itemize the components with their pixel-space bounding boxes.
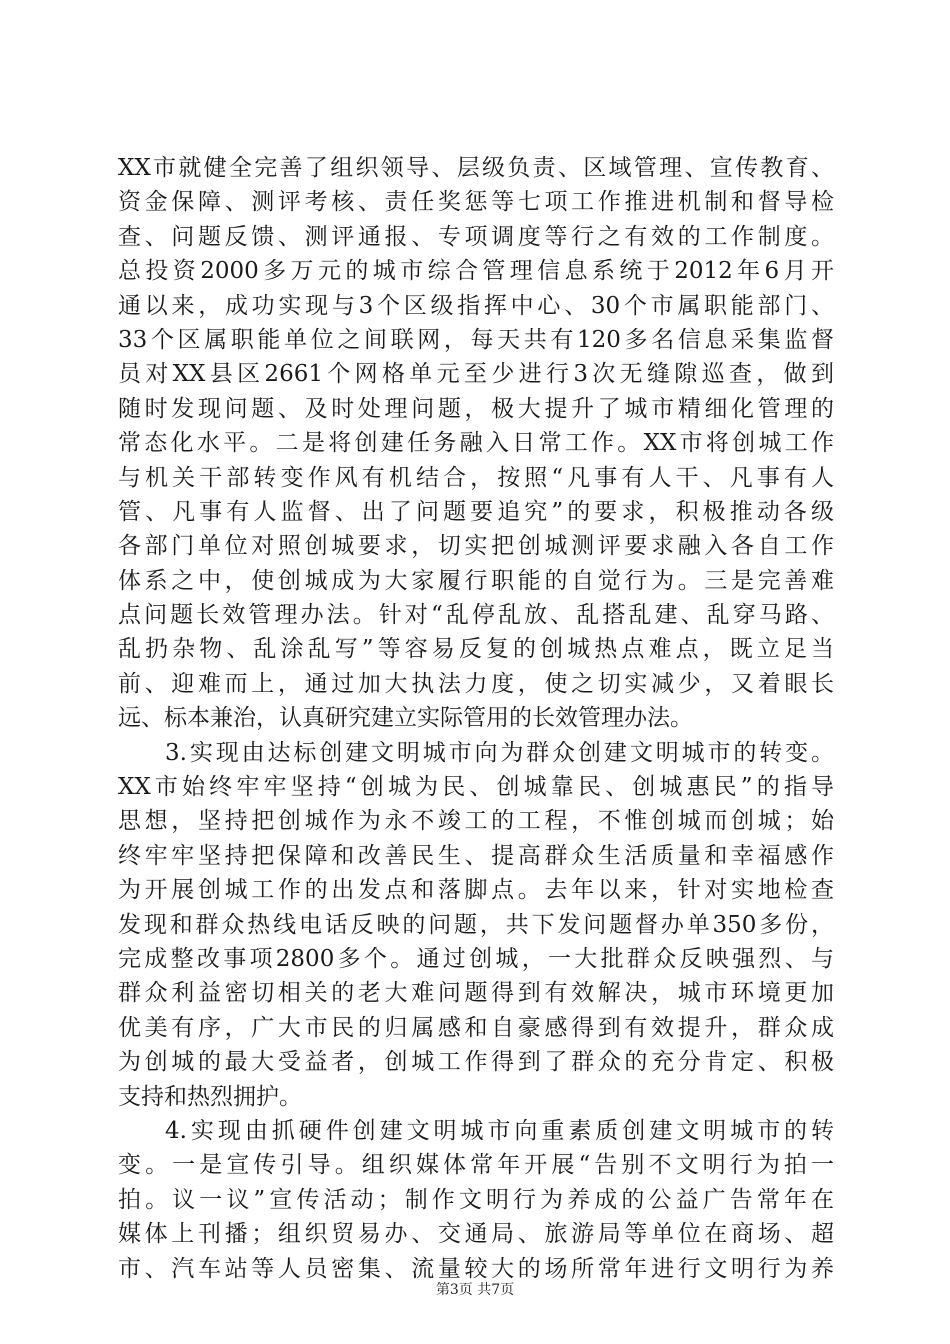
text-line: 媒体上刊播；组织贸易办、交通局、旅游局等单位在商场、超 [118, 1221, 834, 1248]
text-line: 发现和群众热线电话反映的问题，共下发问题督办单350多份， [118, 911, 834, 938]
text-line: 体系之中，使创城成为大家履行职能的自觉行为。三是完善难 [118, 567, 834, 594]
text-line: 随时发现问题、及时处理问题，极大提升了城市精细化管理的 [118, 395, 834, 422]
paragraph-heading-line: 3.实现由达标创建文明城市向为群众创建文明城市的转变。 [165, 739, 834, 766]
text-line: 各部门单位对照创城要求，切实把创城测评要求融入各自工作 [118, 533, 834, 560]
text-line: 通以来，成功实现与3个区级指挥中心、30个市属职能部门、 [118, 292, 834, 319]
page-number-footer: 第3页 共7页 [435, 1282, 515, 1298]
text-line: 远、标本兼治，认真研究建立实际管用的长效管理办法。 [118, 705, 693, 732]
text-line: 支持和热烈拥护。 [118, 1083, 302, 1110]
text-line: 市、汽车站等人员密集、流量较大的场所常年进行文明行为养 [118, 1255, 834, 1282]
document-body [118, 151, 834, 1286]
paragraph-heading-line: 4.实现由抓硬件创建文明城市向重素质创建文明城市的转 [165, 1117, 834, 1144]
text-line: 完成整改事项2800多个。通过创城，一大批群众反映强烈、与 [118, 945, 834, 972]
text-line: 乱扔杂物、乱涂乱写”等容易反复的创城热点难点，既立足当 [118, 636, 834, 663]
text-line: 思想，坚持把创城作为永不竣工的工程，不惟创城而创城；始 [118, 808, 834, 835]
text-line: XX市就健全完善了组织领导、层级负责、区域管理、宣传教育、 [118, 155, 834, 181]
text-line: 前、迎难而上，通过加大执法力度，使之切实减少，又着眼长 [118, 670, 834, 697]
text-line: 员对XX县区2661个网格单元至少进行3次无缝隙巡查，做到 [118, 361, 834, 388]
text-line: 资金保障、测评考核、责任奖惩等七项工作推进机制和督导检 [118, 189, 834, 216]
text-line: 群众利益密切相关的老大难问题得到有效解决，城市环境更加 [118, 980, 834, 1007]
text-line: 变。一是宣传引导。组织媒体常年开展“告别不文明行为拍一 [118, 1152, 834, 1179]
text-line: 管、凡事有人监督、出了问题要追究”的要求，积极推动各级 [118, 498, 834, 525]
text-line: 点问题长效管理办法。针对“乱停乱放、乱搭乱建、乱穿马路、 [118, 602, 834, 629]
text-line: 拍。议一议”宣传活动；制作文明行为养成的公益广告常年在 [118, 1186, 834, 1213]
text-line: 与机关干部转变作风有机结合，按照“凡事有人干、凡事有人 [118, 464, 834, 491]
text-line: 为开展创城工作的出发点和落脚点。去年以来，针对实地检查 [118, 877, 834, 904]
text-line: 终牢牢坚持把保障和改善民生、提高群众生活质量和幸福感作 [118, 842, 834, 869]
text-line: 总投资2000多万元的城市综合管理信息系统于2012年6月开 [118, 258, 834, 285]
text-line: 33个区属职能单位之间联网，每天共有120多名信息采集监督 [118, 326, 834, 353]
text-line: 常态化水平。二是将创建任务融入日常工作。XX市将创城工作 [118, 430, 834, 457]
text-line: 优美有序，广大市民的归属感和自豪感得到有效提升，群众成 [118, 1014, 834, 1041]
text-line: 为创城的最大受益者，创城工作得到了群众的充分肯定、积极 [118, 1049, 834, 1076]
text-line: 查、问题反馈、测评通报、专项调度等行之有效的工作制度。 [118, 223, 834, 250]
text-line: XX市始终牢牢坚持“创城为民、创城靠民、创城惠民”的指导 [118, 774, 834, 801]
